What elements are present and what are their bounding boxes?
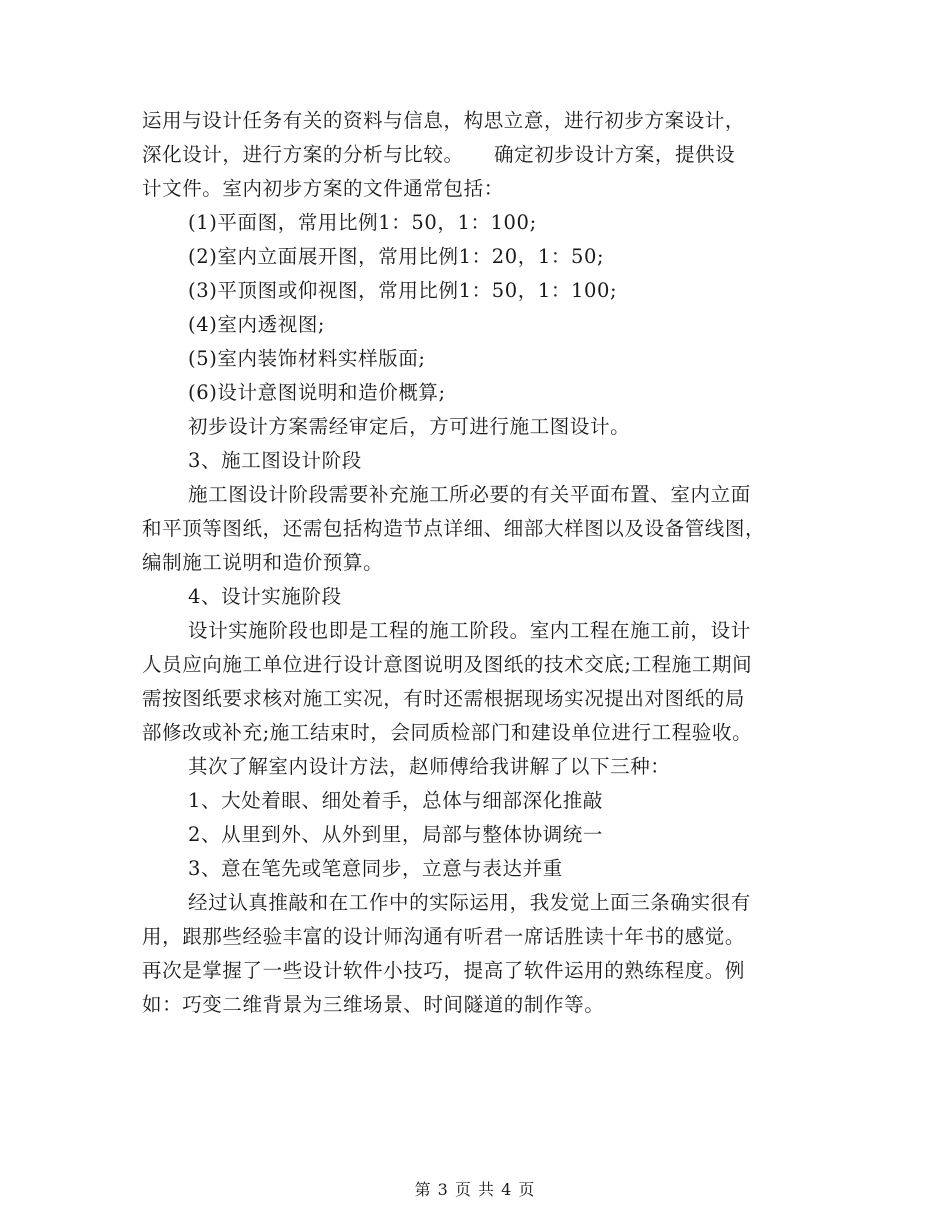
- text-line: 施工图设计阶段需要补充施工所必要的有关平面布置、室内立面: [188, 483, 751, 506]
- text-line: 其次了解室内设计方法，赵师傅给我讲解了以下三种：: [188, 755, 671, 778]
- text-line: 运用与设计任务有关的资料与信息，构思立意，进行初步方案设计，: [142, 109, 746, 132]
- text-line: 3、意在笔先或笔意同步，立意与表达并重: [188, 857, 563, 880]
- text-line: 4、设计实施阶段: [188, 585, 342, 608]
- text-line: (3)平顶图或仰视图，常用比例1：50，1：100;: [188, 279, 618, 302]
- text-line: 深化设计，进行方案的分析与比较。 确定初步设计方案，提供设: [142, 143, 736, 166]
- page-number-footer: 第 3 页 共 4 页: [414, 1180, 536, 1199]
- document-body: [142, 104, 812, 1022]
- text-line: 用，跟那些经验丰富的设计师沟通有听君一席话胜读十年书的感觉。: [142, 925, 746, 948]
- text-line: 编制施工说明和造价预算。: [142, 551, 384, 574]
- text-line: 设计实施阶段也即是工程的施工阶段。室内工程在施工前，设计: [188, 619, 751, 642]
- text-line: (1)平面图，常用比例1：50，1：100;: [188, 211, 537, 234]
- text-line: 再次是掌握了一些设计软件小技巧，提高了软件运用的熟练程度。例: [142, 959, 746, 982]
- text-line: 部修改或补充;施工结束时，会同质检部门和建设单位进行工程验收。: [142, 721, 753, 744]
- text-line: 3、施工图设计阶段: [188, 449, 362, 472]
- text-line: 经过认真推敲和在工作中的实际运用，我发觉上面三条确实很有: [188, 891, 751, 914]
- text-line: 需按图纸要求核对施工实况，有时还需根据现场实况提出对图纸的局: [142, 687, 746, 710]
- text-line: 2、从里到外、从外到里，局部与整体协调统一: [188, 823, 604, 846]
- text-line: (4)室内透视图;: [188, 313, 326, 336]
- text-line: 人员应向施工单位进行设计意图说明及图纸的技术交底;工程施工期间: [142, 653, 753, 676]
- text-line: 和平顶等图纸，还需包括构造节点详细、细部大样图以及设备管线图，: [142, 517, 766, 540]
- text-line: 初步设计方案需经审定后，方可进行施工图设计。: [188, 415, 631, 438]
- text-line: (6)设计意图说明和造价概算;: [188, 381, 446, 404]
- text-line: 如：巧变二维背景为三维场景、时间隧道的制作等。: [142, 993, 605, 1016]
- text-line: 1、大处着眼、细处着手，总体与细部深化推敲: [188, 789, 604, 812]
- text-line: (2)室内立面展开图，常用比例1：20，1：50;: [188, 245, 605, 268]
- text-line: 计文件。室内初步方案的文件通常包括：: [142, 177, 504, 200]
- text-line: (5)室内装饰材料实样版面;: [188, 347, 426, 370]
